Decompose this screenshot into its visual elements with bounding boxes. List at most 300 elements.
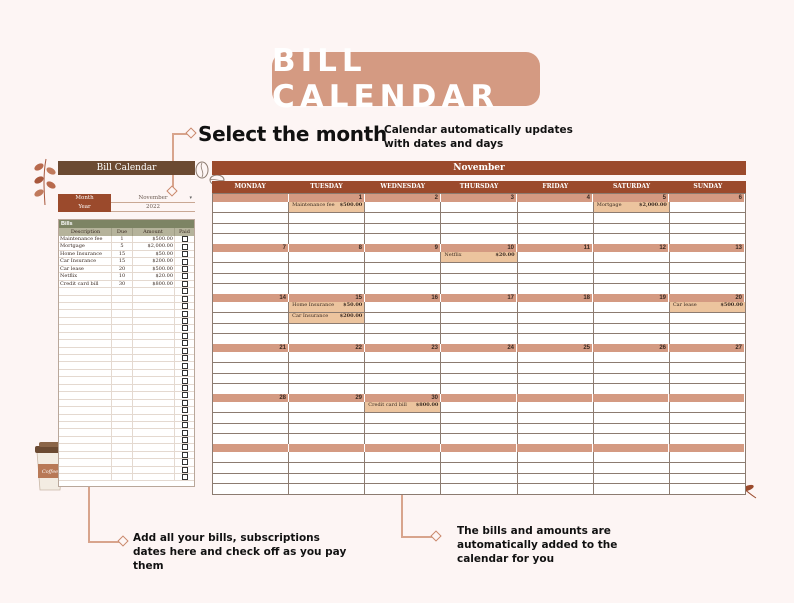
paid-checkbox[interactable]	[182, 340, 188, 346]
calendar-week	[213, 294, 745, 344]
day-slot	[441, 484, 516, 494]
table-row	[59, 333, 194, 340]
paid-checkbox[interactable]	[182, 430, 188, 436]
bill-description[interactable]: Credit card bill	[59, 281, 112, 287]
col-amount: Amount	[133, 228, 175, 236]
bill-description[interactable]: Maintenance fee	[59, 236, 112, 242]
day-cell[interactable]	[365, 302, 441, 344]
col-description: Description	[59, 228, 112, 236]
paid-checkbox[interactable]	[182, 437, 188, 443]
day-slot	[594, 274, 669, 285]
bill-entry	[289, 202, 364, 213]
day-number	[441, 394, 517, 402]
bill-due[interactable]	[112, 355, 133, 361]
day-slot	[594, 324, 669, 335]
table-row	[59, 243, 194, 250]
bill-amount[interactable]	[133, 474, 175, 480]
day-cell[interactable]	[213, 302, 289, 344]
bill-due[interactable]	[112, 444, 133, 450]
weekday-label: SATURDAY	[612, 183, 651, 190]
day-slot	[594, 484, 669, 494]
day-slot	[365, 234, 440, 244]
bill-description[interactable]	[59, 340, 112, 346]
bill-amount[interactable]	[133, 355, 175, 361]
bill-amount[interactable]	[133, 400, 175, 406]
bill-amount[interactable]	[133, 333, 175, 339]
bill-amount[interactable]: $20.00	[133, 273, 175, 279]
day-slot	[213, 463, 288, 474]
bill-amount[interactable]	[133, 459, 175, 465]
table-row	[59, 348, 194, 355]
day-slot	[441, 334, 516, 344]
day-slot	[441, 352, 516, 363]
day-number	[593, 394, 669, 402]
day-cell[interactable]	[518, 202, 594, 244]
day-number	[517, 444, 593, 452]
paid-checkbox[interactable]	[182, 378, 188, 384]
day-cell[interactable]	[670, 352, 745, 394]
day-slot	[441, 213, 516, 224]
day-slot	[365, 284, 440, 294]
day-slot	[365, 424, 440, 435]
day-cell[interactable]	[441, 302, 517, 344]
bill-rows	[59, 236, 194, 481]
bill-description[interactable]	[59, 474, 112, 480]
bill-amount[interactable]	[133, 429, 175, 435]
day-number: 1	[289, 194, 365, 202]
day-cell[interactable]	[213, 352, 289, 394]
day-cell[interactable]	[518, 302, 594, 344]
day-cell[interactable]	[289, 352, 365, 394]
day-slot	[518, 363, 593, 374]
month-label: Month	[58, 194, 111, 203]
bill-amount[interactable]	[133, 385, 175, 391]
day-cell[interactable]	[441, 202, 517, 244]
bill-description[interactable]	[59, 400, 112, 406]
paid-cell	[175, 385, 194, 391]
table-row	[59, 251, 194, 258]
weekday-label: TUESDAY	[310, 183, 343, 190]
year-field[interactable]	[58, 203, 195, 212]
day-cell[interactable]	[289, 252, 365, 294]
table-row	[59, 318, 194, 325]
paid-checkbox[interactable]	[182, 281, 188, 287]
month-selector[interactable]	[58, 194, 195, 203]
bill-description[interactable]	[59, 429, 112, 435]
paid-checkbox[interactable]	[182, 259, 188, 265]
chevron-down-icon[interactable]: ▾	[189, 195, 192, 201]
day-slot	[670, 402, 745, 413]
bill-entry-amount: $50.00	[343, 302, 363, 308]
bill-amount[interactable]	[133, 325, 175, 331]
bill-description[interactable]	[59, 348, 112, 354]
day-cell[interactable]	[670, 252, 745, 294]
day-cell[interactable]	[594, 352, 670, 394]
day-number: 11	[517, 244, 593, 252]
day-slot	[365, 434, 440, 444]
table-row	[59, 288, 194, 295]
bill-description[interactable]	[59, 422, 112, 428]
bill-description[interactable]: Car Insurance	[59, 258, 112, 264]
day-slot	[441, 263, 516, 274]
day-slot	[441, 374, 516, 385]
day-cell[interactable]	[213, 252, 289, 294]
bill-description[interactable]	[59, 362, 112, 368]
day-cell[interactable]	[670, 302, 745, 344]
day-slot	[518, 434, 593, 444]
bill-due[interactable]	[112, 370, 133, 376]
table-row	[59, 325, 194, 332]
bill-due[interactable]	[112, 348, 133, 354]
paid-checkbox[interactable]	[182, 311, 188, 317]
paid-checkbox[interactable]	[182, 400, 188, 406]
bill-description[interactable]: Car lease	[59, 266, 112, 272]
day-number: 24	[441, 344, 517, 352]
bill-amount[interactable]	[133, 318, 175, 324]
day-number: 9	[365, 244, 441, 252]
day-slot	[441, 284, 516, 294]
calendar-week	[213, 194, 745, 244]
paid-checkbox[interactable]	[182, 467, 188, 473]
day-number: 5	[593, 194, 669, 202]
bill-amount[interactable]: $500.00	[133, 266, 175, 272]
bill-amount[interactable]	[133, 288, 175, 294]
table-row	[59, 236, 194, 243]
paid-checkbox[interactable]	[182, 385, 188, 391]
bill-amount[interactable]: $200.00	[133, 258, 175, 264]
bill-amount[interactable]: $50.00	[133, 251, 175, 257]
day-number: 18	[517, 294, 593, 302]
day-cell[interactable]	[594, 302, 670, 344]
day-cell[interactable]	[289, 202, 365, 244]
paid-checkbox[interactable]	[182, 459, 188, 465]
day-cell[interactable]	[441, 252, 517, 294]
day-slot	[594, 374, 669, 385]
bill-amount[interactable]	[133, 407, 175, 413]
day-slot	[518, 313, 593, 324]
day-cell[interactable]	[670, 452, 745, 494]
day-cell[interactable]	[594, 252, 670, 294]
paid-checkbox[interactable]	[182, 244, 188, 250]
day-slot	[213, 274, 288, 285]
day-slot	[441, 313, 516, 324]
bill-due[interactable]	[112, 303, 133, 309]
day-slot	[670, 263, 745, 274]
paid-cell	[175, 362, 194, 368]
paid-checkbox[interactable]	[182, 318, 188, 324]
day-slot	[213, 413, 288, 424]
day-slot	[441, 413, 516, 424]
bill-description[interactable]	[59, 385, 112, 391]
paid-checkbox[interactable]	[182, 474, 188, 480]
day-cell[interactable]	[594, 452, 670, 494]
bills-header: Bills	[59, 220, 194, 228]
bill-description[interactable]	[59, 333, 112, 339]
day-cell[interactable]	[213, 452, 289, 494]
day-slot	[365, 484, 440, 494]
bill-amount[interactable]	[133, 296, 175, 302]
day-cell[interactable]	[594, 202, 670, 244]
day-number	[593, 444, 669, 452]
bill-description[interactable]	[59, 325, 112, 331]
bill-amount[interactable]: $2,000.00	[133, 243, 175, 249]
bill-description[interactable]: Netflix	[59, 273, 112, 279]
bill-description[interactable]	[59, 415, 112, 421]
day-number: 3	[441, 194, 517, 202]
day-slot	[441, 234, 516, 244]
bill-due[interactable]	[112, 296, 133, 302]
paid-checkbox[interactable]	[182, 296, 188, 302]
bill-due[interactable]: 1	[112, 236, 133, 242]
day-cell[interactable]	[670, 202, 745, 244]
day-cell[interactable]	[289, 302, 365, 344]
day-slot	[365, 224, 440, 235]
bill-due[interactable]: 15	[112, 258, 133, 264]
paid-cell	[175, 333, 194, 339]
bill-description[interactable]	[59, 310, 112, 316]
day-slot	[594, 384, 669, 394]
bill-due[interactable]	[112, 467, 133, 473]
day-slot	[289, 252, 364, 263]
table-row	[59, 296, 194, 303]
day-slot	[289, 402, 364, 413]
day-slot	[289, 413, 364, 424]
bill-amount[interactable]	[133, 370, 175, 376]
bill-amount[interactable]: $800.00	[133, 281, 175, 287]
day-slot	[441, 224, 516, 235]
table-row	[59, 281, 194, 288]
bill-amount[interactable]	[133, 452, 175, 458]
paid-checkbox[interactable]	[182, 303, 188, 309]
bill-due[interactable]	[112, 400, 133, 406]
day-slot	[518, 413, 593, 424]
bill-description[interactable]	[59, 377, 112, 383]
day-number: 4	[517, 194, 593, 202]
paid-checkbox[interactable]	[182, 333, 188, 339]
bill-due[interactable]	[112, 325, 133, 331]
day-slot	[670, 252, 745, 263]
select-month-subtext: Calendar automatically updates with dates and days	[384, 124, 573, 150]
day-slot	[518, 484, 593, 494]
bill-due[interactable]	[112, 422, 133, 428]
day-slot	[441, 452, 516, 463]
bill-due[interactable]	[112, 288, 133, 294]
week-date-row	[213, 394, 745, 402]
bill-description[interactable]	[59, 452, 112, 458]
connector-marker	[185, 127, 196, 138]
paid-cell	[175, 422, 194, 428]
day-slot	[289, 263, 364, 274]
day-slot	[289, 324, 364, 335]
bill-due[interactable]	[112, 415, 133, 421]
paid-checkbox[interactable]	[182, 407, 188, 413]
week-date-row	[213, 294, 745, 302]
bill-due[interactable]	[112, 474, 133, 480]
day-cell[interactable]	[670, 402, 745, 444]
day-cell[interactable]	[213, 202, 289, 244]
day-slot	[518, 374, 593, 385]
paid-cell	[175, 258, 194, 264]
bill-amount[interactable]	[133, 467, 175, 473]
day-cell[interactable]	[441, 402, 517, 444]
day-cell[interactable]	[213, 402, 289, 444]
day-slot	[518, 284, 593, 294]
bill-amount[interactable]	[133, 310, 175, 316]
bill-due[interactable]	[112, 310, 133, 316]
day-slot	[594, 234, 669, 244]
bill-due[interactable]: 20	[112, 266, 133, 272]
bill-description[interactable]	[59, 437, 112, 443]
bill-due[interactable]: 5	[112, 243, 133, 249]
paid-cell	[175, 296, 194, 302]
day-slot	[670, 413, 745, 424]
year-value[interactable]: 2022	[111, 203, 195, 212]
bill-description[interactable]	[59, 303, 112, 309]
bill-due[interactable]: 10	[112, 273, 133, 279]
bill-due[interactable]	[112, 392, 133, 398]
day-cell[interactable]	[289, 452, 365, 494]
bill-description[interactable]	[59, 370, 112, 376]
col-due: Due	[112, 228, 133, 236]
bill-description[interactable]	[59, 318, 112, 324]
bill-amount[interactable]	[133, 362, 175, 368]
paid-checkbox[interactable]	[182, 251, 188, 257]
bill-description[interactable]: Home Insurance	[59, 251, 112, 257]
day-number: 2	[365, 194, 441, 202]
bill-amount[interactable]	[133, 348, 175, 354]
paid-checkbox[interactable]	[182, 288, 188, 294]
day-cell[interactable]	[365, 352, 441, 394]
bill-due[interactable]	[112, 407, 133, 413]
bill-description[interactable]	[59, 392, 112, 398]
bill-due[interactable]	[112, 318, 133, 324]
day-slot	[670, 424, 745, 435]
bill-due[interactable]: 15	[112, 251, 133, 257]
bill-due[interactable]	[112, 452, 133, 458]
day-slot	[518, 324, 593, 335]
bill-description[interactable]	[59, 444, 112, 450]
day-slot	[518, 334, 593, 344]
paid-checkbox[interactable]	[182, 273, 188, 279]
day-slot	[365, 463, 440, 474]
paid-checkbox[interactable]	[182, 355, 188, 361]
bill-amount[interactable]	[133, 377, 175, 383]
day-cell[interactable]	[441, 352, 517, 394]
day-cell[interactable]	[365, 452, 441, 494]
cup-label: Coffee	[41, 469, 59, 475]
paid-cell	[175, 407, 194, 413]
day-cell[interactable]	[365, 202, 441, 244]
day-slot	[594, 452, 669, 463]
day-slot	[441, 302, 516, 313]
day-slot	[594, 402, 669, 413]
bill-description[interactable]	[59, 459, 112, 465]
bill-due[interactable]	[112, 362, 133, 368]
table-row	[59, 266, 194, 273]
day-slot	[441, 434, 516, 444]
table-row	[59, 474, 194, 481]
paid-checkbox[interactable]	[182, 348, 188, 354]
bill-amount[interactable]	[133, 422, 175, 428]
day-cell[interactable]	[518, 252, 594, 294]
bill-due[interactable]	[112, 385, 133, 391]
paid-cell	[175, 318, 194, 324]
day-slot	[670, 484, 745, 494]
paid-checkbox[interactable]	[182, 325, 188, 331]
day-number: 20	[669, 294, 745, 302]
day-slot	[441, 324, 516, 335]
day-cell[interactable]	[594, 402, 670, 444]
paid-checkbox[interactable]	[182, 363, 188, 369]
bill-due[interactable]	[112, 377, 133, 383]
bill-due[interactable]	[112, 437, 133, 443]
bill-amount[interactable]: $500.00	[133, 236, 175, 242]
day-slot	[365, 263, 440, 274]
day-slot	[670, 452, 745, 463]
bills-column-headers	[59, 228, 194, 236]
bill-amount[interactable]	[133, 415, 175, 421]
bill-due[interactable]	[112, 429, 133, 435]
bill-description[interactable]	[59, 407, 112, 413]
day-cell[interactable]	[365, 252, 441, 294]
bill-amount[interactable]	[133, 437, 175, 443]
day-slot	[289, 352, 364, 363]
paid-checkbox[interactable]	[182, 444, 188, 450]
month-value[interactable]: November	[111, 194, 195, 203]
day-number: 22	[289, 344, 365, 352]
day-slot	[213, 224, 288, 235]
bill-due[interactable]	[112, 340, 133, 346]
paid-checkbox[interactable]	[182, 392, 188, 398]
paid-cell	[175, 273, 194, 279]
bill-amount[interactable]	[133, 392, 175, 398]
bill-description[interactable]	[59, 288, 112, 294]
day-slot	[213, 284, 288, 294]
bill-description[interactable]	[59, 467, 112, 473]
day-cell[interactable]	[518, 402, 594, 444]
bill-due[interactable]: 30	[112, 281, 133, 287]
day-slot	[518, 474, 593, 485]
paid-checkbox[interactable]	[182, 452, 188, 458]
day-slot	[594, 363, 669, 374]
day-cell[interactable]	[518, 452, 594, 494]
paid-checkbox[interactable]	[182, 422, 188, 428]
bill-due[interactable]	[112, 333, 133, 339]
bill-description[interactable]: Mortgage	[59, 243, 112, 249]
day-cell[interactable]	[289, 402, 365, 444]
bill-amount[interactable]	[133, 340, 175, 346]
bill-amount[interactable]	[133, 303, 175, 309]
bill-description[interactable]	[59, 355, 112, 361]
bill-calendar-panel-title: Bill Calendar	[58, 161, 195, 175]
paid-checkbox[interactable]	[182, 236, 188, 242]
day-slot	[213, 234, 288, 244]
day-cell[interactable]	[441, 452, 517, 494]
bill-amount[interactable]	[133, 444, 175, 450]
bill-description[interactable]	[59, 296, 112, 302]
day-slot	[213, 352, 288, 363]
day-slot	[518, 452, 593, 463]
paid-checkbox[interactable]	[182, 370, 188, 376]
bill-due[interactable]	[112, 459, 133, 465]
day-cell[interactable]	[518, 352, 594, 394]
paid-checkbox[interactable]	[182, 415, 188, 421]
paid-checkbox[interactable]	[182, 266, 188, 272]
day-slot	[365, 413, 440, 424]
day-slot	[518, 252, 593, 263]
day-cell[interactable]	[365, 402, 441, 444]
day-slot	[670, 352, 745, 363]
